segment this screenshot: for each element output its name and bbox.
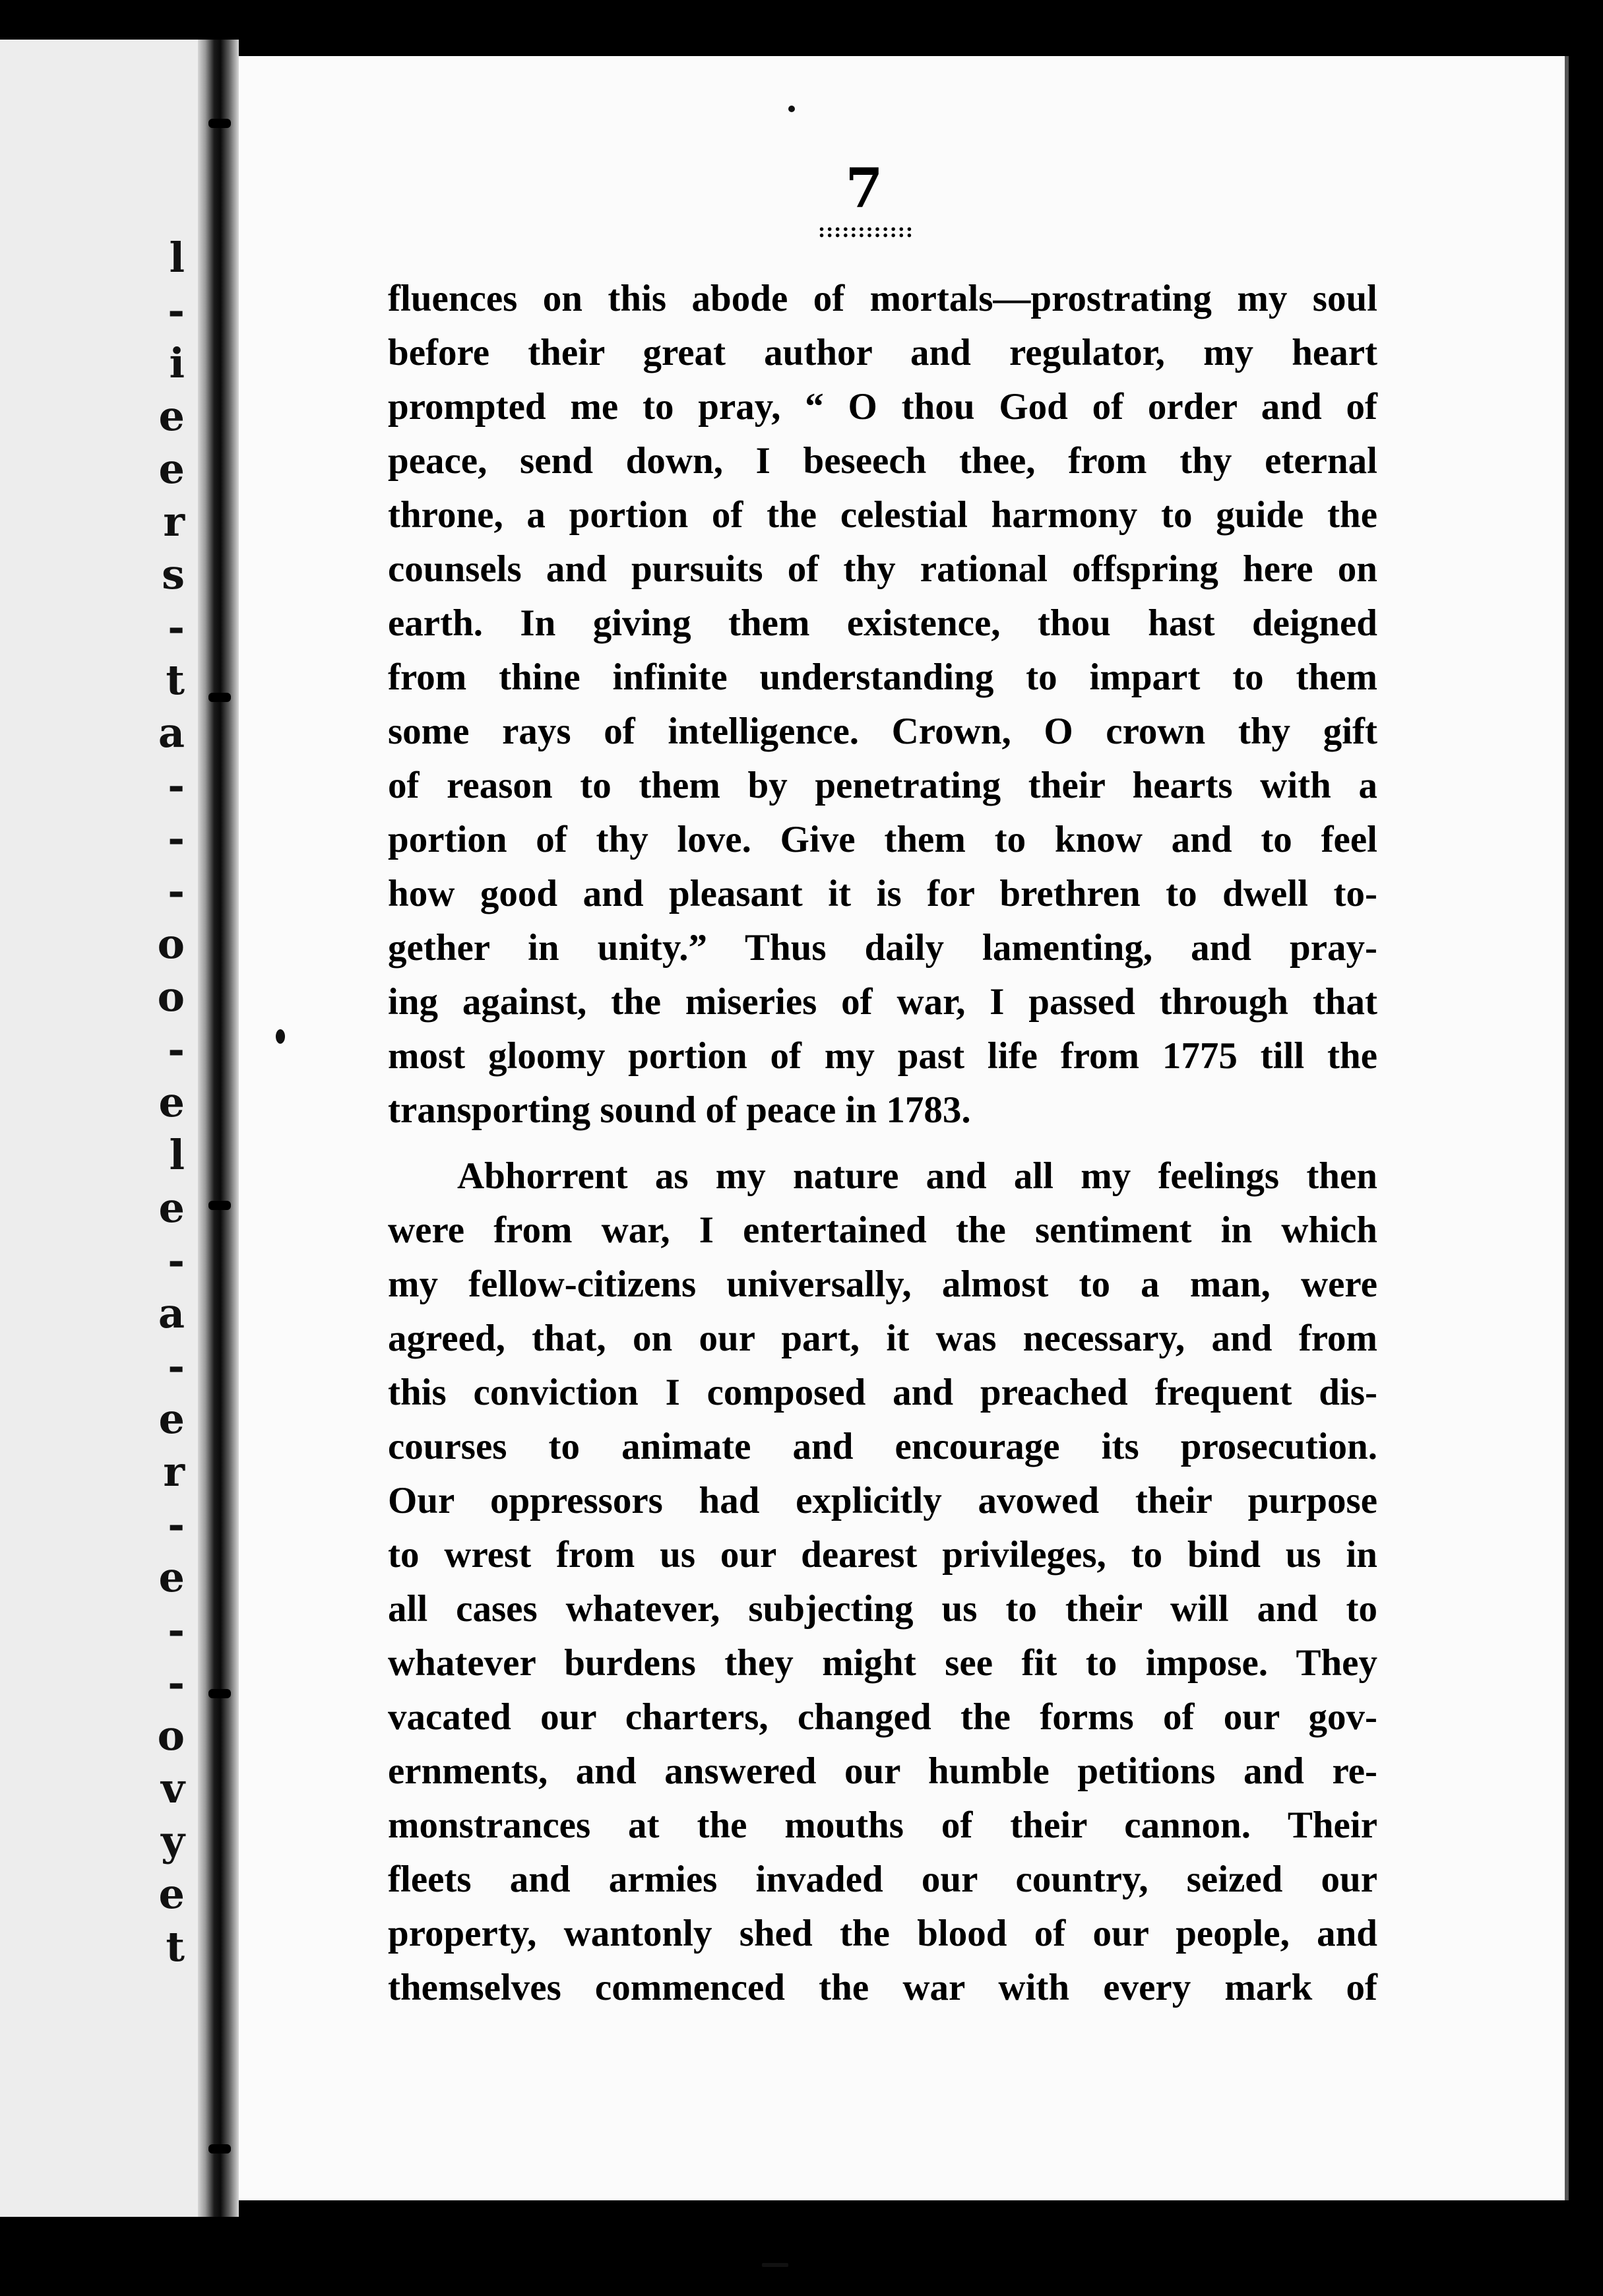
- binding-stitch: [208, 119, 231, 128]
- margin-char: -: [168, 814, 185, 862]
- text-line: fleets and armies invaded our country, seized our: [388, 1859, 1377, 1900]
- text-line: all cases whatever, subjecting us to their will and to: [388, 1588, 1377, 1630]
- text-line: from thine infinite understanding to impart to them: [388, 656, 1377, 698]
- margin-char: -: [168, 1342, 185, 1390]
- text-line: whatever burdens they might see fit to impose. They: [388, 1642, 1377, 1684]
- margin-char: l: [169, 234, 185, 282]
- text-line: prompted me to pray, “ O thou God of order and of: [388, 386, 1377, 428]
- page-number: 7: [845, 157, 883, 220]
- text-line: gether in unity.” Thus daily lamenting, and pray-: [388, 927, 1377, 969]
- ink-speck: [788, 106, 795, 112]
- margin-char: e: [158, 1395, 185, 1443]
- text-line: throne, a portion of the celestial harmony to guide the: [388, 494, 1377, 536]
- book-binding-gutter: [198, 40, 239, 2217]
- margin-char: e: [158, 445, 185, 493]
- binding-stitch: [208, 693, 231, 702]
- margin-char: -: [168, 1236, 185, 1285]
- margin-char: -: [168, 761, 185, 810]
- text-line: ernments, and answered our humble petitions and re-: [388, 1750, 1377, 1792]
- text-line: this conviction I composed and preached frequent dis-: [388, 1372, 1377, 1413]
- text-line: peace, send down, I beseech thee, from thy eternal: [388, 440, 1377, 482]
- page-number-ornament: ::::::::::::: [818, 219, 914, 242]
- margin-char: o: [157, 920, 185, 968]
- text-line: most gloomy portion of my past life from 1775 till the: [388, 1035, 1377, 1077]
- paragraph-spacer: [388, 1137, 1377, 1149]
- margin-char: s: [162, 550, 185, 598]
- text-line: how good and pleasant it is for brethren to dwell to-: [388, 873, 1377, 914]
- paragraph: [388, 272, 1377, 1137]
- text-line: agreed, that, on our part, it was necessary, and from: [388, 1318, 1377, 1359]
- binding-stitch: [208, 2144, 231, 2153]
- margin-char: -: [168, 1500, 185, 1548]
- text-line: monstrances at the mouths of their cannon. Their: [388, 1804, 1377, 1846]
- margin-char: e: [158, 1184, 185, 1232]
- margin-char: i: [169, 339, 185, 387]
- paragraph: [388, 1149, 1377, 2015]
- margin-char: -: [168, 1025, 185, 1073]
- margin-char: e: [158, 1553, 185, 1601]
- margin-char: t: [166, 656, 185, 704]
- facing-page-fragment: [0, 40, 198, 2217]
- binding-stitch: [208, 1201, 231, 1210]
- ink-speck: [762, 2263, 788, 2267]
- page-body-text: [388, 272, 1377, 2015]
- margin-char: a: [158, 1289, 185, 1337]
- margin-char: r: [163, 497, 185, 546]
- margin-char: r: [163, 1448, 185, 1496]
- margin-char: y: [160, 1817, 185, 1865]
- text-line: transporting sound of peace in 1783.: [388, 1089, 971, 1131]
- binding-stitch: [208, 1689, 231, 1698]
- margin-char: o: [157, 1711, 185, 1760]
- margin-char: v: [160, 1764, 185, 1812]
- text-line: Our oppressors had explicitly avowed their purpose: [388, 1480, 1377, 1521]
- text-line: courses to animate and encourage its prosecution.: [388, 1426, 1377, 1467]
- margin-char: -: [168, 603, 185, 651]
- margin-char: e: [158, 1078, 185, 1126]
- margin-char: a: [158, 709, 185, 757]
- text-line: property, wantonly shed the blood of our people, and: [388, 1913, 1377, 1954]
- margin-char: t: [166, 1923, 185, 1971]
- text-line: my fellow-citizens universally, almost to a man, were: [388, 1263, 1377, 1305]
- margin-char: e: [158, 1870, 185, 1918]
- text-line: before their great author and regulator, my heart: [388, 332, 1377, 373]
- text-line: themselves commenced the war with every mark of: [388, 1967, 1377, 2008]
- text-line: fluences on this abode of mortals—prostrating my soul: [388, 278, 1377, 319]
- margin-char: -: [168, 1606, 185, 1654]
- text-line: to wrest from us our dearest privileges, to bind us in: [388, 1534, 1377, 1576]
- text-line: of reason to them by penetrating their hearts with a: [388, 765, 1377, 806]
- text-line: portion of thy love. Give them to know and to feel: [388, 819, 1377, 860]
- margin-char: -: [168, 1659, 185, 1707]
- text-line: Abhorrent as my nature and all my feelings then: [457, 1155, 1377, 1197]
- text-line: counsels and pursuits of thy rational offspring here on: [388, 548, 1377, 590]
- text-line: vacated our charters, changed the forms of our gov-: [388, 1696, 1377, 1738]
- text-line: ing against, the miseries of war, I passed through that: [388, 981, 1377, 1023]
- text-line: were from war, I entertained the sentiment in which: [388, 1209, 1377, 1251]
- ink-speck: [276, 1029, 285, 1044]
- margin-char: l: [169, 1131, 185, 1179]
- margin-char: -: [168, 286, 185, 335]
- text-line: earth. In giving them existence, thou hast deigned: [388, 602, 1377, 644]
- margin-char: -: [168, 867, 185, 915]
- margin-char: e: [158, 392, 185, 440]
- text-line: some rays of intelligence. Crown, O crown thy gift: [388, 711, 1377, 752]
- margin-char: o: [157, 973, 185, 1021]
